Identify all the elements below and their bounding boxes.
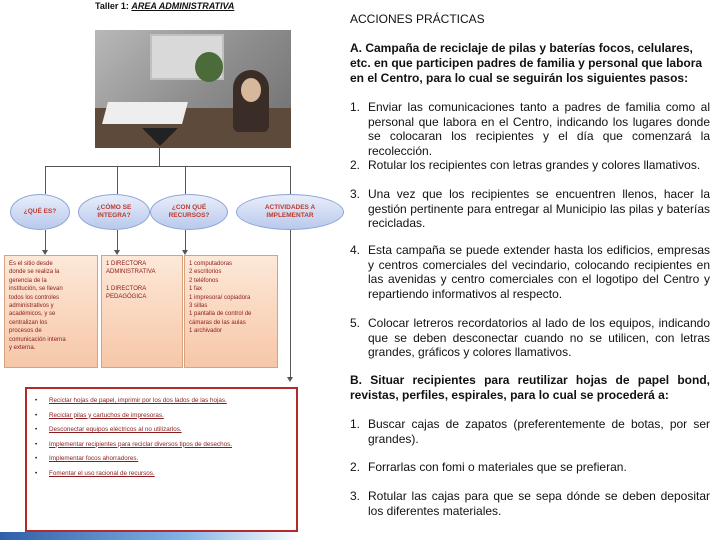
bullet-icon: •	[35, 426, 38, 433]
oval-label: ¿CON QUÉ RECURSOS?	[168, 204, 210, 219]
step-number: 5.	[350, 316, 361, 330]
step-text: Colocar letreros recordatorios al lado de los equipos, indicando que se deben desconectar cuando no se utilicen, con letras grandes, gráficos y colores llamativos.	[368, 316, 710, 359]
connector	[117, 230, 118, 250]
section-a-title: A. Campaña de reciclaje de pilas y baterías focos, celulares, etc. en que participen padres de familia y personal que labora en el Centro, para lo cual se seguirán los siguientes pasos:	[350, 41, 703, 85]
taller-area: AREA ADMINISTRATIVA	[131, 1, 235, 11]
box-con-que-recursos	[184, 255, 278, 368]
photo-papers	[102, 102, 188, 124]
connector	[290, 230, 291, 377]
office-photo	[95, 30, 291, 148]
acciones-heading: ACCIONES PRÁCTICAS	[350, 12, 485, 26]
step-a-1	[350, 100, 710, 158]
connector	[290, 166, 291, 194]
activity-item	[35, 397, 290, 405]
step-a-3	[350, 187, 710, 231]
oval-actividades	[236, 194, 344, 230]
step-a-2	[350, 158, 710, 173]
step-text: Buscar cajas de zapatos (preferentemente de botas, por ser grandes).	[368, 417, 710, 446]
step-text: Rotular los recipientes con letras grandes y colores llamativos.	[368, 158, 701, 172]
connector	[185, 230, 186, 250]
connector	[185, 166, 186, 194]
oval-label: ¿QUÉ ES?	[23, 208, 57, 215]
bullet-icon: •	[35, 469, 38, 477]
box-line: 2 escritorios	[189, 269, 222, 276]
box-line: 1 DIRECTORA	[106, 285, 147, 292]
connector	[45, 230, 46, 250]
box-line: institución, se llevan	[9, 286, 63, 293]
box-que-es	[4, 255, 98, 368]
step-number: 3.	[350, 489, 361, 503]
step-b-3	[350, 489, 710, 518]
activity-item	[35, 426, 290, 434]
oval-con-que-recursos	[150, 194, 228, 230]
connector	[45, 166, 46, 194]
connector	[117, 166, 118, 194]
box-line	[106, 277, 178, 285]
box-line: todos los controles	[9, 294, 60, 301]
box-line: cámaras de las aulas	[189, 319, 246, 326]
activity-text: Reciclar hojas de papel, imprimir por los dos lados de las hojas.	[49, 397, 227, 404]
section-b-title: B. Situar recipientes para reutilizar hojas de papel bond, revistas, perfiles, espirales, para lo cual se procederá a:	[350, 373, 710, 402]
activity-text: Reciclar pilas y cartuchos de impresoras.	[49, 411, 164, 419]
box-line: 3 sillas	[189, 303, 208, 310]
box-line: 1 archivador	[189, 328, 223, 335]
bullet-icon: •	[35, 455, 38, 462]
photo-plant	[195, 52, 223, 82]
box-line: administrativos y	[9, 303, 54, 310]
activity-item	[35, 470, 290, 478]
activity-item	[35, 441, 290, 449]
step-a-5	[350, 316, 710, 360]
box-line: 1 impresora/ copiadora	[189, 294, 251, 301]
oval-como-se-integra	[78, 194, 150, 230]
funnel-arrow-icon	[142, 128, 178, 146]
activity-text: Fomentar el uso racional de recursos.	[49, 469, 155, 477]
box-line: 1 fax	[189, 286, 203, 293]
taller-prefix: Taller 1:	[95, 1, 132, 11]
activity-text: Implementar recipientes para reciclar diversos tipos de desechos.	[49, 440, 233, 448]
step-text: Forrarlas con fomi o materiales que se prefieran.	[368, 460, 627, 474]
box-line: centralizan los	[9, 319, 48, 326]
box-line: PEDAGÓGICA	[106, 294, 147, 301]
step-number: 1.	[350, 417, 361, 431]
activities-box	[25, 387, 298, 532]
photo-face	[241, 78, 261, 102]
box-como-se-integra	[101, 255, 183, 368]
step-number: 4.	[350, 243, 361, 257]
box-line: donde se realiza la	[9, 269, 60, 276]
box-line: y externa.	[9, 345, 36, 352]
step-number: 2.	[350, 158, 361, 172]
step-number: 2.	[350, 460, 361, 474]
step-text: Esta campaña se puede extender hasta los edificios, empresas y centros comerciales del vecindario, colocando recipientes en las avenidas y centro comerciales con el logotipo del Centro y repartiendo informativos al respecto.	[368, 243, 710, 301]
bullet-icon: •	[35, 440, 38, 448]
step-text: Enviar las comunicaciones tanto a padres de familia como al personal que labora en el Centro, indicando los lugares donde se colocaran los recipientes y el día que comenzará la recolección.	[368, 100, 710, 158]
box-line: Es el sitio desde	[9, 261, 53, 267]
box-line: gerencia de la	[9, 277, 47, 284]
box-line: 2 teléfonos	[189, 277, 219, 284]
step-a-4	[350, 243, 710, 301]
activity-text: Implementar focos ahorradores.	[49, 455, 139, 462]
bullet-icon: •	[35, 397, 38, 404]
box-line: 1 DIRECTORA	[106, 261, 147, 267]
activity-item	[35, 412, 290, 420]
oval-label: ACTIVIDADES A IMPLEMENTAR	[264, 204, 316, 219]
arrow-down-icon	[287, 377, 293, 382]
oval-que-es	[10, 194, 70, 230]
box-line: comunicación interna	[9, 336, 66, 343]
connector	[159, 146, 160, 166]
box-line: 1 pantalla de control de	[189, 311, 252, 318]
step-number: 1.	[350, 100, 361, 114]
oval-label: ¿CÓMO SE INTEGRA?	[96, 204, 132, 219]
taller-title	[95, 1, 234, 11]
step-b-1	[350, 417, 710, 446]
connector	[45, 166, 290, 167]
activity-item	[35, 455, 290, 463]
step-number: 3.	[350, 187, 361, 201]
step-b-2	[350, 460, 710, 475]
bullet-icon: •	[35, 411, 38, 419]
bottom-accent-bar	[0, 532, 300, 540]
box-line: procesos de	[9, 328, 42, 335]
activity-text: Desconectar equipos eléctricos al no utilizarlos.	[49, 426, 182, 433]
step-text: Rotular las cajas para que se sepa dónde se deben depositar los diferentes materiales.	[368, 489, 710, 518]
box-line: académicos, y se	[9, 311, 56, 318]
box-line: ADMINISTRATIVA	[106, 269, 156, 276]
step-text: Una vez que los recipientes se encuentren llenos, hacer la gestión pertinente para entregar al Municipio las pilas y baterías recicladas.	[368, 187, 710, 230]
box-line: 1 computadoras	[189, 261, 233, 267]
